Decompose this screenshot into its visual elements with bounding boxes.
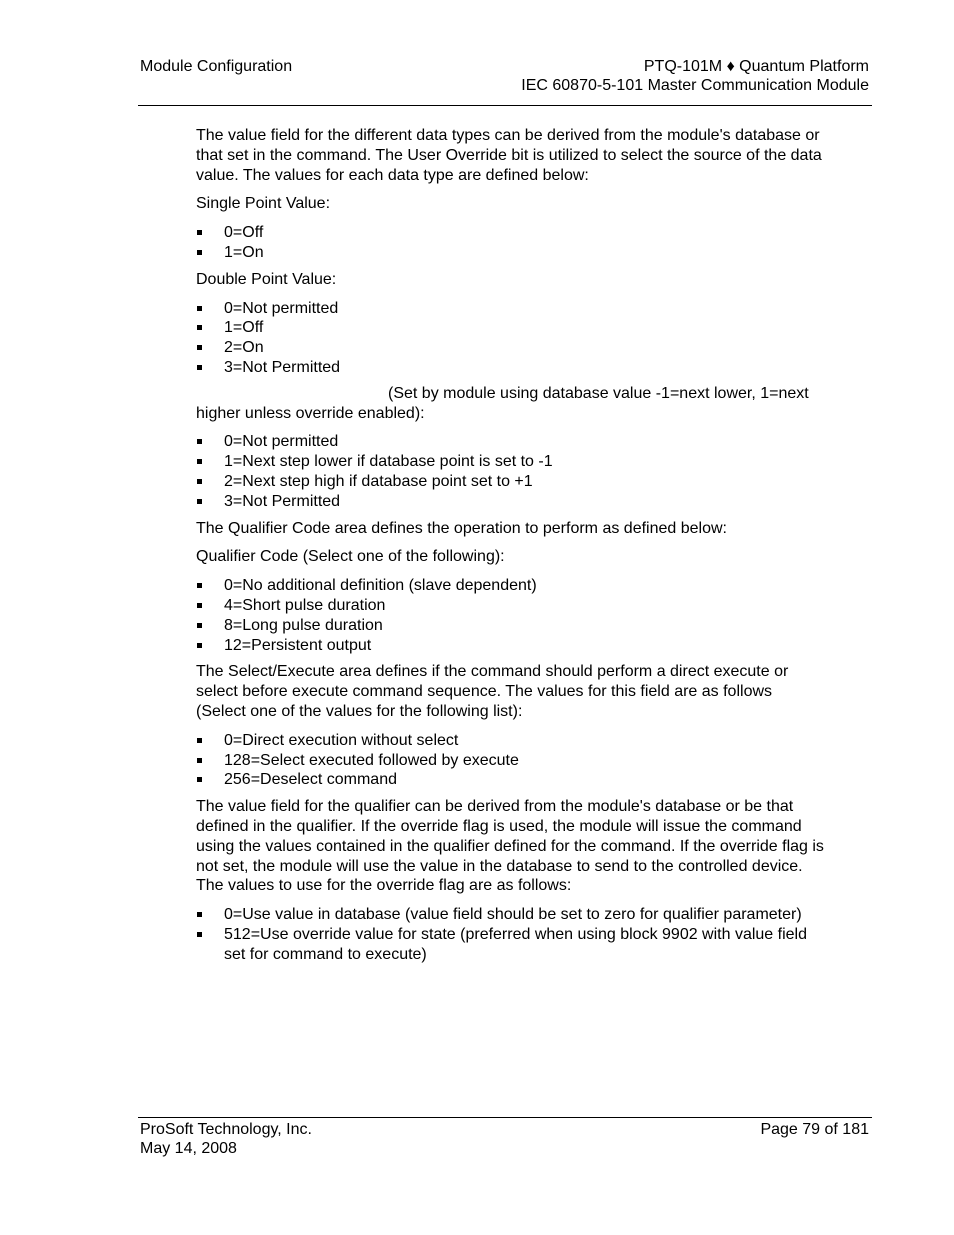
list-item: 12=Persistent output bbox=[196, 636, 826, 656]
list-item: 512=Use override value for state (preferred when using block 9902 with value field set for command to execute) bbox=[196, 925, 826, 965]
bullet-icon bbox=[197, 459, 202, 464]
paragraph-select-execute: The Select/Execute area defines if the command should perform a direct execute or select before execute command sequence. The values for this field are as follows (Select one of the values for the following list): bbox=[196, 663, 789, 720]
list-item: 3=Not Permitted bbox=[196, 358, 826, 378]
list-item: 3=Not Permitted bbox=[196, 492, 826, 512]
header-product bbox=[521, 57, 869, 95]
list-item: 128=Select executed followed by execute bbox=[196, 751, 826, 771]
list-item: 2=Next step high if database point set to +1 bbox=[196, 472, 826, 492]
footer-info bbox=[140, 1120, 312, 1158]
single-point-label: Single Point Value: bbox=[196, 195, 331, 213]
list-item: 0=Not permitted bbox=[196, 432, 826, 452]
header-divider bbox=[138, 105, 872, 106]
list-item: 1=On bbox=[196, 243, 826, 263]
double-point-list bbox=[196, 299, 826, 378]
footer-divider bbox=[138, 1117, 872, 1118]
list-item: 2=On bbox=[196, 338, 826, 358]
bullet-icon bbox=[197, 912, 202, 917]
bullet-icon bbox=[197, 230, 202, 235]
bullet-icon bbox=[197, 499, 202, 504]
footer-date: May 14, 2008 bbox=[140, 1140, 237, 1157]
bullet-icon bbox=[197, 643, 202, 648]
bullet-icon bbox=[197, 365, 202, 370]
list-item: 0=Direct execution without select bbox=[196, 731, 826, 751]
header-product-line2: IEC 60870-5-101 Master Communication Module bbox=[521, 77, 869, 94]
bullet-icon bbox=[197, 738, 202, 743]
footer-company: ProSoft Technology, Inc. bbox=[140, 1121, 312, 1138]
bullet-icon bbox=[197, 479, 202, 484]
paragraph-qualifier-area: The Qualifier Code area defines the operation to perform as defined below: bbox=[196, 519, 727, 537]
header-section-title: Module Configuration bbox=[140, 58, 293, 75]
select-execute-list bbox=[196, 731, 826, 790]
page-number: Page 79 of 181 bbox=[760, 1121, 869, 1138]
bullet-icon bbox=[197, 777, 202, 782]
list-item: 0=Off bbox=[196, 223, 826, 243]
bullet-icon bbox=[197, 583, 202, 588]
paragraph-override: The value field for the qualifier can be derived from the module's database or be that defined in the qualifier. If the override flag is used, the module will issue the command using the values contained in the qualifier defined for the command. If the override flag is not set, the module will use the value in the database to send to the controlled device. The values to use for the override flag are as follows: bbox=[196, 798, 824, 895]
single-point-list bbox=[196, 223, 826, 263]
list-item: 256=Deselect command bbox=[196, 770, 826, 790]
override-list bbox=[196, 905, 826, 964]
list-item: 0=Not permitted bbox=[196, 299, 826, 319]
qualifier-label: Qualifier Code (Select one of the following): bbox=[196, 548, 505, 566]
bullet-icon bbox=[197, 325, 202, 330]
list-item: 1=Next step lower if database point is set to -1 bbox=[196, 452, 826, 472]
bullet-icon bbox=[197, 932, 202, 937]
list-item: 0=Use value in database (value field should be set to zero for qualifier parameter) bbox=[196, 905, 826, 925]
bullet-icon bbox=[197, 758, 202, 763]
header-product-line1: PTQ-101M ♦ Quantum Platform bbox=[643, 58, 869, 75]
qualifier-list bbox=[196, 576, 826, 655]
bullet-icon bbox=[197, 345, 202, 350]
list-item: 0=No additional definition (slave dependent) bbox=[196, 576, 826, 596]
bullet-icon bbox=[197, 623, 202, 628]
page-body bbox=[196, 126, 826, 971]
paragraph-value-field: The value field for the different data types can be derived from the module's database or that set in the command. The User Override bit is utilized to select the source of the data value. The values for each data type are defined below: bbox=[196, 127, 822, 184]
bullet-icon bbox=[197, 603, 202, 608]
step-label: (Set by module using database value -1=next lower, 1=next higher unless override enabled): bbox=[196, 384, 809, 422]
list-item: 8=Long pulse duration bbox=[196, 616, 826, 636]
double-point-label: Double Point Value: bbox=[196, 270, 337, 288]
bullet-icon bbox=[197, 439, 202, 444]
bullet-icon bbox=[197, 250, 202, 255]
list-item: 1=Off bbox=[196, 318, 826, 338]
list-item: 4=Short pulse duration bbox=[196, 596, 826, 616]
step-list bbox=[196, 432, 826, 511]
bullet-icon bbox=[197, 306, 202, 311]
